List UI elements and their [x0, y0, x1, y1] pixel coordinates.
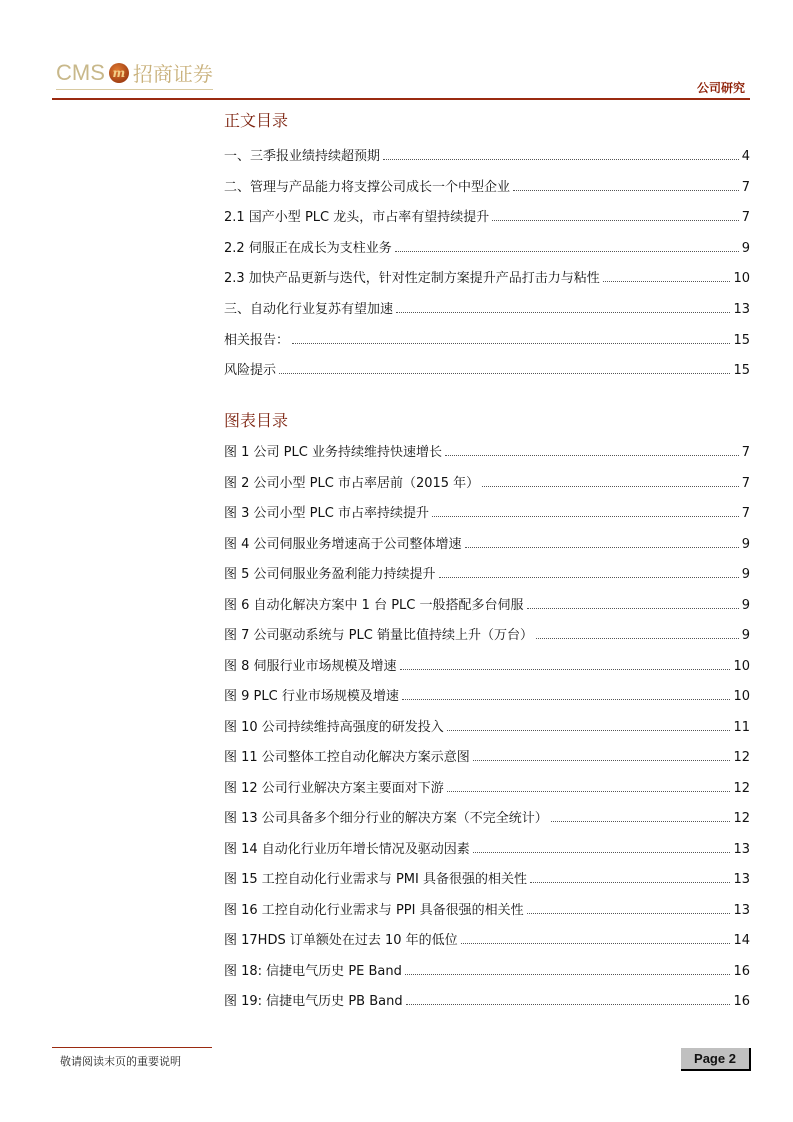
dot-leader: [527, 608, 739, 609]
toc-entry[interactable]: [224, 362, 750, 378]
entry-page: 15: [733, 332, 750, 348]
entry-title: 图 8 伺服行业市场规模及增速: [224, 658, 397, 674]
figure-entry[interactable]: [224, 475, 750, 491]
figure-entry[interactable]: [224, 566, 750, 582]
entry-title: 相关报告：: [224, 332, 290, 348]
figure-entry[interactable]: [224, 841, 750, 857]
figure-entry[interactable]: [224, 444, 750, 460]
report-category: 公司研究: [696, 81, 745, 95]
toc-entry[interactable]: [224, 270, 750, 286]
toc-title: 正文目录: [224, 111, 289, 130]
entry-title: 图 2 公司小型 PLC 市占率居前（2015 年）: [224, 475, 480, 491]
dot-leader: [279, 373, 730, 374]
figure-entry[interactable]: [224, 780, 750, 796]
dot-leader: [527, 913, 731, 914]
dot-leader: [473, 852, 731, 853]
entry-title: 图 13 公司具备多个细分行业的解决方案（不完全统计）: [224, 811, 548, 826]
entry-page: 13: [733, 902, 750, 918]
entry-title: 图 11 公司整体工控自动化解决方案示意图: [224, 750, 470, 765]
figure-entry[interactable]: [224, 658, 750, 674]
dot-leader: [292, 343, 730, 344]
entry-page: 7: [741, 475, 750, 491]
entry-title: 图 9 PLC 行业市场规模及增速: [224, 689, 399, 704]
dot-leader: [461, 943, 731, 944]
entry-page: 7: [741, 210, 750, 226]
entry-page: 16: [733, 994, 750, 1009]
figure-entry[interactable]: [224, 993, 750, 1009]
entry-page: 7: [741, 179, 750, 195]
dot-leader: [432, 516, 739, 517]
dot-leader: [447, 791, 731, 792]
toc-entry[interactable]: [224, 179, 750, 195]
figure-entry[interactable]: [224, 749, 750, 765]
entry-page: 16: [733, 963, 750, 979]
entry-page: 10: [733, 658, 750, 674]
entry-page: 12: [733, 780, 750, 796]
entry-title: 图 18: 信捷电气历史 PE Band: [224, 963, 402, 979]
dot-leader: [445, 455, 739, 456]
dot-leader: [473, 760, 731, 761]
entry-page: 9: [741, 536, 750, 552]
entry-title: 图 19: 信捷电气历史 PB Band: [224, 994, 403, 1009]
entry-page: 9: [741, 567, 750, 582]
figure-entry[interactable]: [224, 627, 750, 643]
figure-entry[interactable]: [224, 597, 750, 613]
entry-title: 2.1 国产小型 PLC 龙头，市占率有望持续提升: [224, 210, 490, 226]
entry-page: 14: [733, 933, 750, 948]
dot-leader: [551, 821, 731, 822]
dot-leader: [513, 190, 739, 191]
dot-leader: [603, 281, 731, 282]
figure-entry[interactable]: [224, 719, 750, 735]
toc-entry[interactable]: [224, 240, 750, 256]
figure-entry[interactable]: [224, 932, 750, 948]
dot-leader: [396, 312, 730, 313]
entry-page: 12: [733, 811, 750, 826]
entry-page: 10: [733, 689, 750, 704]
entry-title: 2.3 加快产品更新与迭代，针对性定制方案提升产品打击力与粘性: [224, 271, 600, 287]
entry-title: 三、自动化行业复苏有望加速: [224, 302, 394, 317]
entry-title: 一、三季报业绩持续超预期: [224, 149, 381, 164]
figure-entry[interactable]: [224, 963, 750, 979]
dot-leader: [465, 547, 739, 548]
dot-leader: [395, 251, 739, 252]
dot-leader: [405, 974, 731, 975]
entry-title: 图 4 公司伺服业务增速高于公司整体增速: [224, 536, 462, 552]
entry-page: 9: [741, 597, 750, 613]
figure-entry[interactable]: [224, 810, 750, 826]
logo-text-en: CMS: [56, 59, 105, 85]
dot-leader: [492, 220, 738, 221]
dot-leader: [447, 730, 731, 731]
entry-page: 13: [733, 302, 750, 317]
toc-entry[interactable]: [224, 332, 750, 348]
entry-title: 图 5 公司伺服业务盈利能力持续提升: [224, 567, 436, 582]
entry-page: 11: [733, 719, 750, 735]
entry-title: 风险提示: [224, 363, 277, 379]
entry-page: 4: [741, 149, 750, 164]
entry-title: 图 12 公司行业解决方案主要面对下游: [224, 780, 444, 796]
entry-title: 图 15 工控自动化行业需求与 PMI 具备很强的相关性: [224, 872, 527, 887]
entry-title: 图 3 公司小型 PLC 市占率持续提升: [224, 506, 429, 521]
figure-entry[interactable]: [224, 688, 750, 704]
entry-title: 二、管理与产品能力将支撑公司成长一个中型企业: [224, 179, 511, 195]
logo-mark-icon: m: [109, 63, 129, 83]
entry-page: 13: [733, 841, 750, 857]
entry-page: 7: [741, 506, 750, 521]
entry-title: 图 7 公司驱动系统与 PLC 销量比值持续上升（万台）: [224, 628, 533, 643]
figure-entry[interactable]: [224, 871, 750, 887]
toc-entry[interactable]: [224, 301, 750, 317]
figure-entry[interactable]: [224, 536, 750, 552]
entry-page: 12: [733, 750, 750, 765]
entry-title: 图 10 公司持续维持高强度的研发投入: [224, 719, 444, 735]
entry-page: 7: [741, 445, 750, 460]
figure-entry[interactable]: [224, 505, 750, 521]
dot-leader: [482, 486, 739, 487]
entry-page: 15: [733, 363, 750, 379]
entry-page: 10: [733, 271, 750, 287]
entry-title: 图 6 自动化解决方案中 1 台 PLC 一般搭配多台伺服: [224, 597, 524, 613]
entry-title: 图 14 自动化行业历年增长情况及驱动因素: [224, 841, 470, 857]
dot-leader: [536, 638, 739, 639]
dot-leader: [402, 699, 731, 700]
figures-title: 图表目录: [224, 411, 289, 430]
dot-leader: [400, 669, 731, 670]
footer-divider: [52, 1047, 212, 1048]
entry-page: 9: [741, 628, 750, 643]
toc-entry[interactable]: [224, 209, 750, 225]
entry-title: 2.2 伺服正在成长为支柱业务: [224, 240, 392, 256]
header-divider: [52, 98, 750, 100]
entry-title: 图 1 公司 PLC 业务持续维持快速增长: [224, 445, 442, 460]
entry-title: 图 16 工控自动化行业需求与 PPI 具备很强的相关性: [224, 902, 524, 918]
entry-page: 13: [733, 872, 750, 887]
entry-title: 图 17HDS 订单额处在过去 10 年的低位: [224, 933, 458, 948]
dot-leader: [530, 882, 730, 883]
footer-note: 敬请阅读末页的重要说明: [60, 1055, 181, 1068]
toc-entry[interactable]: [224, 148, 750, 164]
dot-leader: [406, 1004, 731, 1005]
figure-entry[interactable]: [224, 902, 750, 918]
cms-logo: [56, 58, 213, 90]
dot-leader: [383, 159, 739, 160]
dot-leader: [439, 577, 739, 578]
entry-page: 9: [741, 240, 750, 256]
page-number: Page 2: [681, 1048, 751, 1071]
logo-text-cn: 招商证券: [132, 62, 213, 86]
